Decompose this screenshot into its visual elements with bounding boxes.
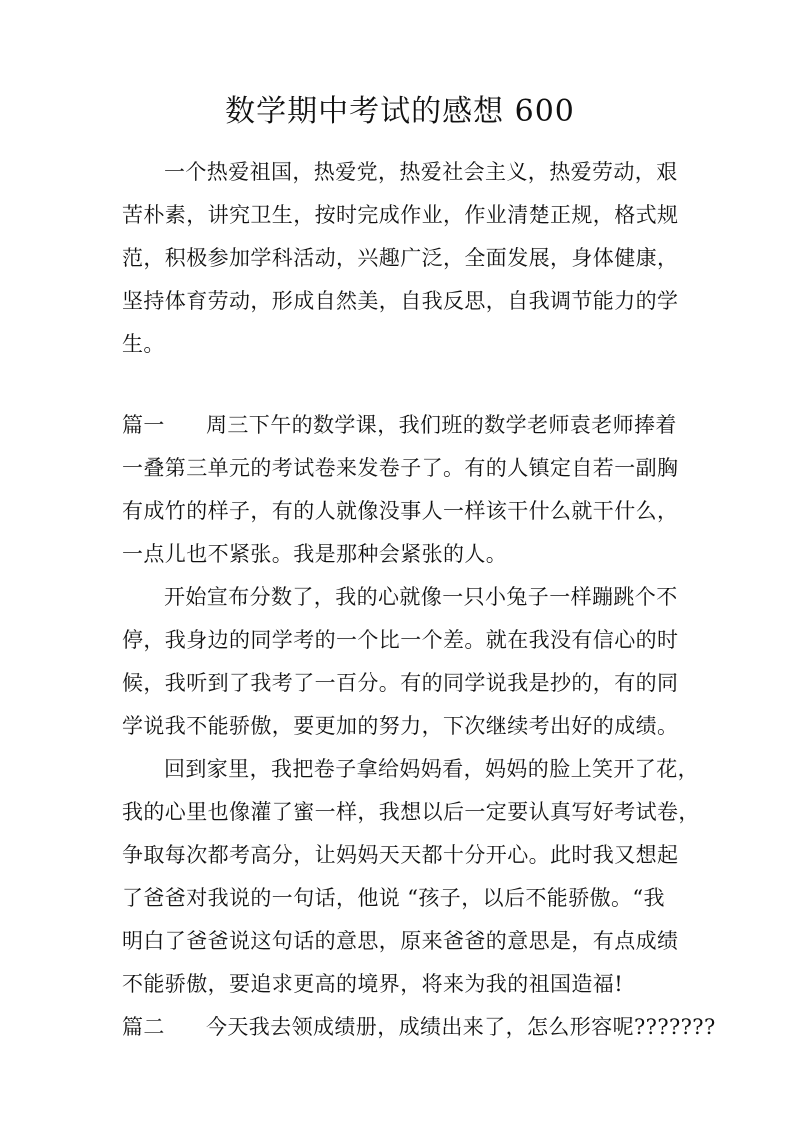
section-1-line: 一点儿也不紧张。我是那种会紧张的人。 <box>122 542 508 566</box>
intro-line: 坚持体育劳动，形成自然美，自我反思，自我调节能力的学 <box>122 289 679 313</box>
section-1-line: 学说我不能骄傲，要更加的努力，下次继续考出好的成绩。 <box>122 714 679 738</box>
section-1-line: 了爸爸对我说的一句话，他说 “孩子，以后不能骄傲。“我 <box>122 886 665 910</box>
section-1-line: 一叠第三单元的考试卷来发卷子了。有的人镇定自若一副胸 <box>122 456 679 480</box>
section-2-text: 今天我去领成绩册，成绩出来了，怎么形容呢??????? <box>206 1015 716 1039</box>
section-1-line: 候，我听到了我考了一百分。有的同学说我是抄的，有的同 <box>122 671 679 695</box>
section-1-line: 明白了爸爸说这句话的意思，原来爸爸的意思是，有点成绩 <box>122 929 679 953</box>
section-1-line: 我的心里也像灌了蜜一样，我想以后一定要认真写好考试卷， <box>122 800 700 824</box>
document-title: 数学期中考试的感想 600 <box>225 94 575 129</box>
section-1-text: 周三下午的数学课，我们班的数学老师袁老师捧着 <box>206 413 677 437</box>
section-1-line: 不能骄傲，要追求更高的境界，将来为我的祖国造福! <box>122 972 624 996</box>
section-1-line: 争取每次都考高分，让妈妈天天都十分开心。此时我又想起 <box>122 843 679 867</box>
intro-line: 苦朴素，讲究卫生，按时完成作业，作业清楚正规，格式规 <box>122 203 679 227</box>
intro-line: 一个热爱祖国，热爱党，热爱社会主义，热爱劳动，艰 <box>164 160 678 184</box>
intro-line: 范，积极参加学科活动，兴趣广泛，全面发展，身体健康， <box>122 246 679 270</box>
section-1-line: 有成竹的样子，有的人就像没事人一样该干什么就干什么， <box>122 499 679 523</box>
section-2-label: 篇二 <box>122 1015 165 1039</box>
intro-line: 生。 <box>122 332 165 356</box>
section-1-line: 停，我身边的同学考的一个比一个差。就在我没有信心的时 <box>122 628 679 652</box>
section-1-label: 篇一 <box>122 413 165 437</box>
section-1-first-line <box>122 411 677 439</box>
section-2-first-line <box>122 1013 716 1041</box>
section-1-line: 开始宣布分数了，我的心就像一只小兔子一样蹦跳个不 <box>164 585 678 609</box>
section-1-line: 回到家里，我把卷子拿给妈妈看，妈妈的脸上笑开了花， <box>164 757 699 781</box>
